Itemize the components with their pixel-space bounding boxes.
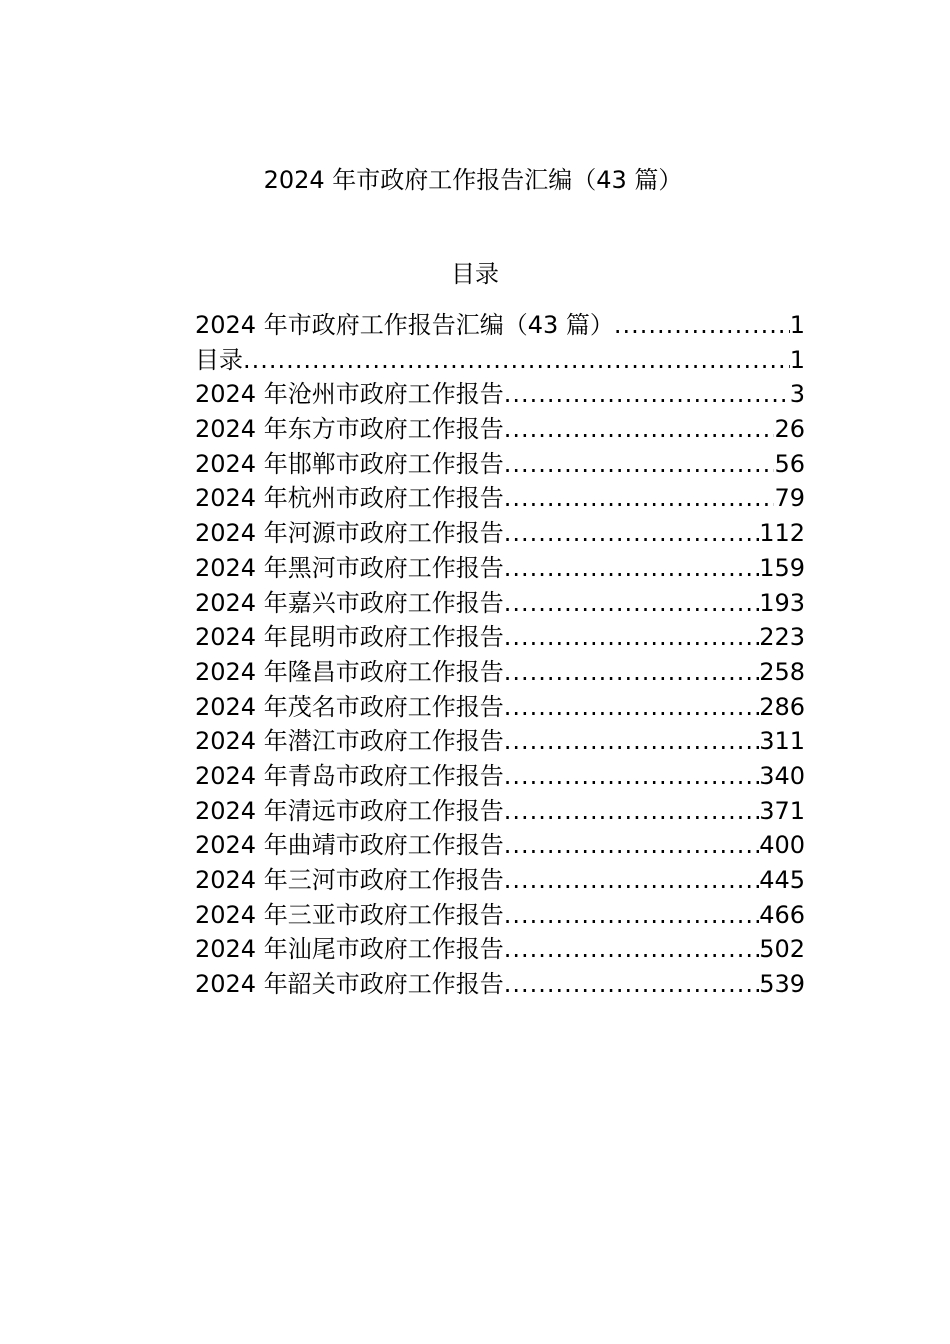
- toc-entry[interactable]: [195, 759, 805, 794]
- toc-dot-leader: [504, 932, 759, 967]
- toc-entry-page-number: 223: [759, 623, 805, 652]
- toc-entry[interactable]: [195, 828, 805, 863]
- toc-entry-title: 2024 年青岛市政府工作报告: [195, 761, 504, 790]
- toc-entry[interactable]: [195, 412, 805, 447]
- toc-entry-title: 2024 年昆明市政府工作报告: [195, 623, 504, 652]
- toc-heading: 目录: [451, 260, 499, 288]
- toc-entry-title: 2024 年河源市政府工作报告: [195, 519, 504, 548]
- toc-entry[interactable]: [195, 932, 805, 967]
- toc-entry-title: 2024 年黑河市政府工作报告: [195, 553, 504, 582]
- toc-entry-page-number: 286: [759, 692, 805, 721]
- toc-dot-leader: [504, 586, 759, 621]
- toc-entry-page-number: 400: [759, 831, 805, 860]
- toc-entry[interactable]: [195, 690, 805, 725]
- toc-entry-title: 2024 年汕尾市政府工作报告: [195, 935, 504, 964]
- toc-entry[interactable]: [195, 655, 805, 690]
- toc-entry-title: 2024 年东方市政府工作报告: [195, 415, 504, 444]
- toc-dot-leader: [504, 481, 775, 516]
- toc-dot-leader: [504, 620, 759, 655]
- toc-entry[interactable]: [195, 481, 805, 516]
- toc-entry-title: 2024 年韶关市政府工作报告: [195, 970, 504, 999]
- toc-entry-title: 2024 年邯郸市政府工作报告: [195, 449, 504, 478]
- toc-entry-title: 2024 年杭州市政府工作报告: [195, 484, 504, 513]
- toc-entry-page-number: 26: [774, 415, 805, 444]
- toc-dot-leader: [504, 967, 759, 1002]
- document-title: 2024 年市政府工作报告汇编（43 篇）: [263, 166, 683, 194]
- toc-entry-title: 2024 年嘉兴市政府工作报告: [195, 588, 504, 617]
- toc-entry-page-number: 340: [759, 761, 805, 790]
- toc-entry-page-number: 193: [759, 588, 805, 617]
- toc-entry[interactable]: [195, 724, 805, 759]
- toc-dot-leader: [504, 863, 759, 898]
- toc-entry-page-number: 112: [759, 519, 805, 548]
- table-of-contents: [195, 308, 805, 1002]
- toc-entry-page-number: 159: [759, 553, 805, 582]
- toc-entry-page-number: 445: [759, 866, 805, 894]
- toc-entry[interactable]: [195, 863, 805, 898]
- toc-entry-page-number: 371: [759, 796, 805, 825]
- toc-dot-leader: [504, 828, 759, 863]
- toc-entry-page-number: 466: [759, 900, 805, 929]
- toc-entry-page-number: 539: [759, 970, 805, 999]
- toc-entry-title: 2024 年隆昌市政府工作报告: [195, 657, 504, 686]
- toc-entry-title: 2024 年市政府工作报告汇编（43 篇）: [195, 311, 614, 339]
- toc-entry[interactable]: [195, 620, 805, 655]
- toc-entry[interactable]: [195, 586, 805, 621]
- toc-entry-title: 2024 年三亚市政府工作报告: [195, 900, 504, 929]
- toc-entry[interactable]: [195, 377, 805, 412]
- toc-entry-page-number: 502: [759, 935, 805, 964]
- toc-entry-page-number: 311: [759, 727, 805, 756]
- toc-entry[interactable]: [195, 967, 805, 1002]
- toc-entry[interactable]: [195, 551, 805, 586]
- toc-entry-page-number: 1: [789, 345, 805, 374]
- toc-entry-page-number: 3: [789, 380, 805, 409]
- toc-dot-leader: [504, 377, 790, 412]
- toc-entry-page-number: 1: [789, 311, 805, 339]
- toc-entry-page-number: 56: [774, 449, 805, 478]
- toc-dot-leader: [243, 343, 790, 378]
- toc-entry-title: 2024 年潜江市政府工作报告: [195, 727, 504, 756]
- toc-entry-title: 2024 年沧州市政府工作报告: [195, 380, 504, 409]
- toc-dot-leader: [504, 655, 759, 690]
- toc-entry[interactable]: [195, 447, 805, 482]
- toc-entry-page-number: 79: [774, 484, 805, 513]
- toc-dot-leader: [504, 759, 759, 794]
- toc-entry[interactable]: [195, 898, 805, 933]
- toc-entry-title: 2024 年清远市政府工作报告: [195, 796, 504, 825]
- toc-dot-leader: [504, 551, 759, 586]
- toc-entry[interactable]: [195, 308, 805, 343]
- toc-entry-title: 2024 年茂名市政府工作报告: [195, 692, 504, 721]
- toc-entry[interactable]: [195, 794, 805, 829]
- toc-entry-page-number: 258: [759, 657, 805, 686]
- toc-dot-leader: [504, 516, 759, 551]
- toc-dot-leader: [614, 308, 790, 343]
- toc-entry[interactable]: [195, 516, 805, 551]
- toc-dot-leader: [504, 447, 775, 482]
- toc-dot-leader: [504, 724, 759, 759]
- toc-entry-title: 目录: [195, 345, 243, 374]
- toc-dot-leader: [504, 690, 759, 725]
- toc-dot-leader: [504, 794, 759, 829]
- toc-dot-leader: [504, 898, 759, 933]
- toc-dot-leader: [504, 412, 775, 447]
- toc-entry-title: 2024 年三河市政府工作报告: [195, 866, 504, 894]
- toc-entry[interactable]: [195, 343, 805, 378]
- toc-entry-title: 2024 年曲靖市政府工作报告: [195, 831, 504, 860]
